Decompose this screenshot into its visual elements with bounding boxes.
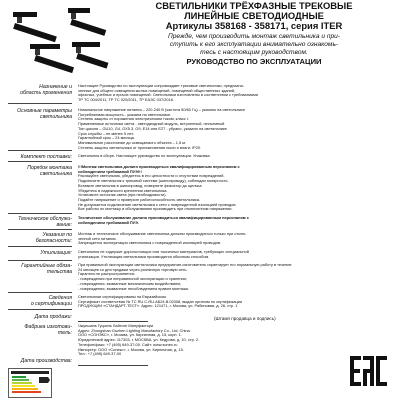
divider xyxy=(8,103,72,104)
warranty-text-3: Гарантия не распространяется: xyxy=(78,271,135,277)
eac-mark xyxy=(348,350,390,394)
warranty-label xyxy=(8,263,72,275)
warranty-text-1: При правильной эксплуатации светильника предприятие-изготовитель гарантирует его нормальную работу в течение xyxy=(78,262,292,267)
divider xyxy=(8,150,72,151)
certificate-text-3: ПРОДУКЦИИ «СТАНДАРТ-ТЕСТ». Адрес: 121471, г. Москва, ул. Рябиновая, д. 26, стр. 1 xyxy=(78,303,238,309)
track-light-product-image xyxy=(8,0,116,78)
install-text xyxy=(78,165,392,212)
install-text-7: Установите источник света (при необходимости). xyxy=(78,192,167,198)
params-text xyxy=(78,108,392,150)
purpose-label xyxy=(8,84,72,96)
divider xyxy=(8,213,72,214)
certificate-text xyxy=(78,295,392,309)
params-label-line2: светильника xyxy=(40,114,72,120)
params-text-3: Степень защиты от поражения электрическим током: класс I. xyxy=(78,116,189,122)
disposal-label: Утилизация: xyxy=(40,250,72,256)
divider xyxy=(8,292,72,293)
certificate-text-2: Сертификат соответствия № ТС RU С-RU.АБ24.В.02308, выдан органом по сертификации xyxy=(78,298,243,304)
safety-label-line1: Указания по xyxy=(42,232,72,238)
kit-text xyxy=(78,154,392,159)
manufacturer-text xyxy=(78,324,392,357)
intro-text xyxy=(116,33,392,56)
title-line2: ЛИНЕЙНЫЕ СВЕТОДИОДНЫЕ xyxy=(184,10,324,21)
manufacturer-text-1: Чжуншань Гуцзэнь Лайтинг Мануфактори xyxy=(78,323,154,328)
manufacturer-text-4: Юридический адрес: 117303, г. МОСКВА, ул. Кедрова, д. 10, стр. 2. xyxy=(78,337,200,343)
install-text-4: Подключите светильник к трековой системе (шинопроводу), соблюдая полярность. xyxy=(78,178,229,184)
params-text-5: Тип цоколя – GU10, G4, GX5.3, G9, E14 или E27 - убрано, указано на светильнике. xyxy=(78,125,228,131)
guide-heading: РУКОВОДСТВО ПО ЭКСПЛУАТАЦИИ xyxy=(186,57,322,67)
divider xyxy=(8,161,72,162)
seller-stamp-note: (Штамп продавца и подпись) xyxy=(214,316,276,321)
certificate-label-line1: Сведения xyxy=(48,295,72,301)
maintenance-label-line2: вание: xyxy=(56,222,72,228)
document-title xyxy=(116,1,392,31)
safety-text-2: ченной сети питания. xyxy=(78,235,117,241)
maintenance-text xyxy=(78,216,392,225)
install-text-2: соблюдением требований ПУЭ!!! xyxy=(78,168,142,174)
params-text-7: Гарантийный срок – 24 месяца. xyxy=(78,135,135,141)
manufacturer-label-line1: Фабрика изготови- xyxy=(24,324,72,330)
divider xyxy=(8,260,72,261)
manufacturer-text-3: ООО «СОНЭКС», г. Москва, ул. Кирпичная, д. 15, корп. 1. xyxy=(78,332,182,338)
install-label xyxy=(8,165,72,177)
params-label xyxy=(8,108,72,120)
document-header xyxy=(8,0,392,82)
title-line3: Артикулы 358168 - 358171, серия ITER xyxy=(165,20,343,31)
params-text-8: Минимальное расстояние до освещаемого объекта – 1,5 м. xyxy=(78,139,187,145)
safety-text-1: Монтаж и техническое обслуживание светильника должны производиться только при отклю- xyxy=(78,231,247,236)
safety-text-3: Запрещается эксплуатация светильника с поврежденной изоляцией проводов. xyxy=(78,240,222,246)
purpose-text-2: ченные для общего освещения жилых помещений, помещений общественных зданий, xyxy=(78,87,236,93)
sale-date-line xyxy=(78,321,148,322)
divider xyxy=(8,309,72,310)
params-label-line1: Основные параметры xyxy=(17,108,72,114)
install-text-6: Убедитесь в надежности крепления светильника. xyxy=(78,187,168,193)
production-date-line xyxy=(78,365,148,366)
warranty-label-line2: тельства xyxy=(46,269,72,275)
intro-line3: тесь с настоящим руководством. xyxy=(200,48,308,56)
params-text-1: Номинальное напряжение питания – 220-240 В (частота 50/60 Гц) – указано на светильнике xyxy=(78,107,246,112)
warranty-text-2: 24 месяцев со дня продажи через розничную торговую сеть. xyxy=(78,266,188,272)
purpose-label-line1: Назначение и xyxy=(39,84,72,90)
production-date-label: Дата производства: xyxy=(20,358,72,364)
purpose-label-line2: область применения xyxy=(20,90,72,96)
kit-text-1: Светильник в сборе. Настоящее руководство по эксплуатации. Упаковка. xyxy=(78,153,211,158)
certificate-label xyxy=(8,295,72,307)
warranty-text-5: - повреждения, вызванные механическим воздействием; xyxy=(78,280,182,286)
install-text-9: Не допускается подключение светильника к сети с поврежденной изоляцией проводов. xyxy=(78,201,237,207)
title-line1: СВЕТИЛЬНИКИ ТРЁХФАЗНЫЕ ТРЕКОВЫЕ xyxy=(155,0,353,11)
maintenance-text-2: соблюдением требований ПУЭ. xyxy=(78,219,139,225)
manufacturer-text-2: Адрес: Zhongshan Guzhen Lighting Manufactory Co., Ltd, China. xyxy=(78,327,191,333)
install-text-8: Подайте напряжение и проверьте работоспособность светильника. xyxy=(78,196,201,202)
disposal-text xyxy=(78,250,392,259)
manufacturer-text-6: Импортер: ООО «Сонекс», г. Москва, ул. Кирпичная, д. 15. xyxy=(78,346,184,352)
install-text-5: Вставьте светильник в шинопровод, поверните фиксатор до щелчка. xyxy=(78,182,203,188)
warranty-text-4: - повреждения при неправильной эксплуатации и хранении; xyxy=(78,276,187,282)
safety-label-line2: безопасности: xyxy=(35,238,72,244)
kit-label: Комплект поставки: xyxy=(20,154,72,160)
certificate-label-line2: о сертификации xyxy=(30,301,72,307)
disposal-text-1: Светильник не содержит дорогостоящих или токсичных материалов, требующих специальной xyxy=(78,249,249,254)
warranty-text xyxy=(78,263,392,291)
energy-class-label xyxy=(8,368,52,398)
safety-label xyxy=(8,232,72,244)
install-text-3: Распакуйте светильник, убедитесь в его целостности и отсутствии повреждений. xyxy=(78,173,225,179)
maintenance-label xyxy=(8,216,72,228)
install-label-line2: светильника xyxy=(40,171,72,177)
manufacturer-text-5: Телефон/факс: +7 (495) 649-37-00. Сайт: www.sonex.ru xyxy=(78,341,178,347)
maintenance-text-1: Техническое обслуживание должно производиться квалифицированным персоналом с xyxy=(78,215,249,220)
intro-line2: ступить к его эксплуатации внимательно ознакомь- xyxy=(169,40,339,48)
divider xyxy=(8,246,72,247)
purpose-text xyxy=(78,84,392,103)
install-text-10: Все работы по монтажу и обслуживанию производить при отключенном напряжении. xyxy=(78,206,233,212)
params-text-4: Применяемые источники света - светодиодный модуль, встроенный, несъемный. xyxy=(78,121,226,127)
purpose-text-4: ТР ТС 004/2011, ТР ТС 020/2011, ТР ЕАЭС 037/2016. xyxy=(78,97,174,103)
purpose-text-1: Настоящее Руководство по эксплуатации сопровождает трековые светильники, предназна- xyxy=(78,83,244,88)
params-text-9: Степень защиты светильника от проникновения пыли и влаги: IP20. xyxy=(78,144,202,150)
manufacturer-label xyxy=(8,324,72,336)
disposal-text-2: утилизации. Утилизация светильника производится обычным способом. xyxy=(78,253,210,259)
install-text-1: !!!Монтаж светильника должен производиться квалифицированным персоналом с xyxy=(78,164,240,169)
intro-line1: Прежде, чем производить монтаж светильника и при- xyxy=(167,33,341,40)
manufacturer-label-line2: тель: xyxy=(57,330,72,336)
params-text-6: Срок службы – не менее 5 лет. xyxy=(78,130,134,136)
maintenance-label-line1: Техническое обслужи- xyxy=(18,216,72,222)
purpose-text-3: офисных, учебных и прочих помещений. Светильники изготовлены в соответствии с требованиями xyxy=(78,92,258,98)
params-text-2: Потребляемая мощность - указана на светильнике. xyxy=(78,111,172,117)
certificate-text-1: Светильники сертифицированы на Евразийском xyxy=(78,294,166,299)
install-label-line1: Порядок монтажа xyxy=(27,165,72,171)
warranty-text-6: - повреждения, вызванные несоблюдением правил монтажа. xyxy=(78,285,189,291)
divider xyxy=(8,229,72,230)
manufacturer-text-7: Тел.: +7 (495) 649-37-00 xyxy=(78,351,122,357)
warranty-label-line1: Гарантийные обяза- xyxy=(21,263,72,269)
safety-text xyxy=(78,232,392,246)
sale-date-label: Дата продажи: xyxy=(34,314,72,320)
